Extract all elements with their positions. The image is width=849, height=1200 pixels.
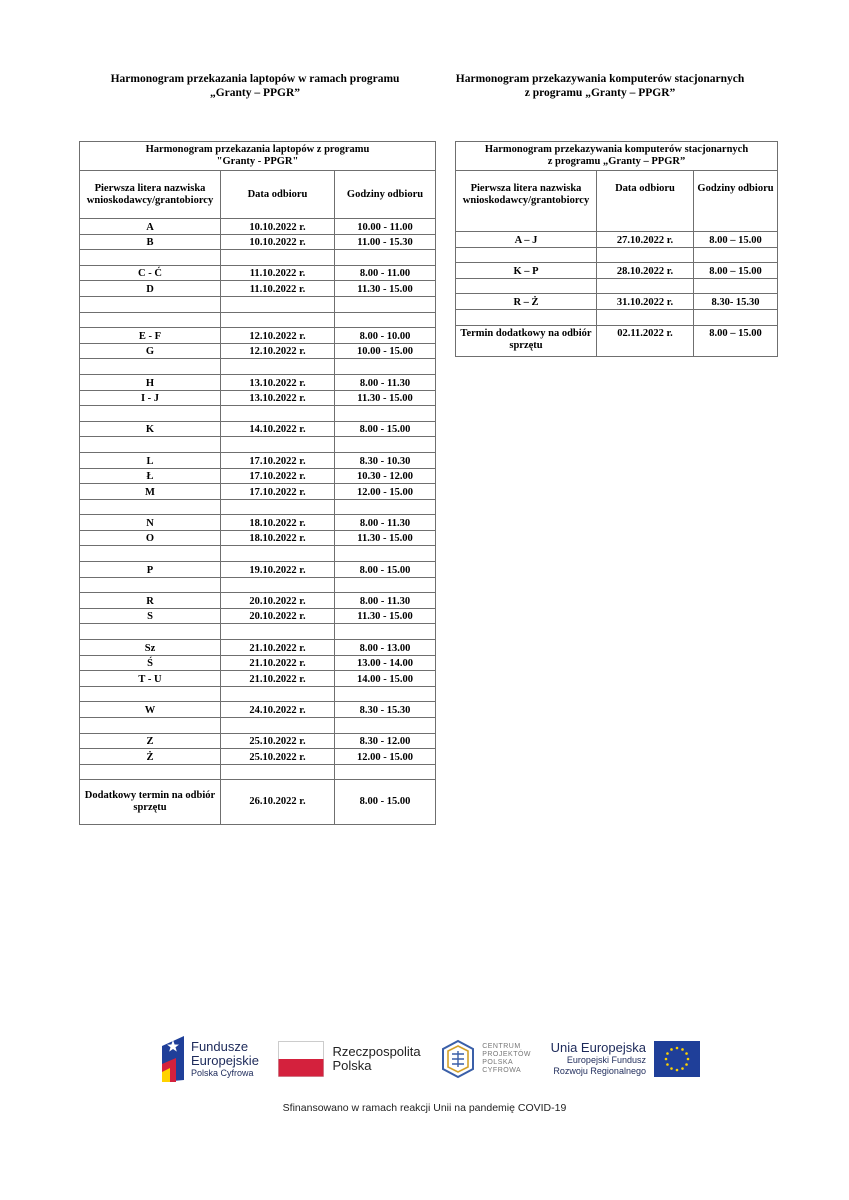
laptops-date-cell: 20.10.2022 r. <box>221 608 335 624</box>
laptops-date-cell <box>221 686 335 702</box>
laptops-hours-cell: 10.30 - 12.00 <box>335 468 436 484</box>
laptops-letter-cell <box>80 312 221 328</box>
laptops-date-cell: 21.10.2022 r. <box>221 640 335 656</box>
desktops-caption-line1: Harmonogram przekazywania komputerów stacjonarnych <box>484 144 749 155</box>
laptops-schedule-table <box>79 141 436 825</box>
laptops-table-row <box>80 421 436 437</box>
laptops-hours-cell <box>335 312 436 328</box>
laptops-date-cell: 11.10.2022 r. <box>221 281 335 297</box>
laptops-letter-cell: Ł <box>80 468 221 484</box>
laptops-table-row <box>80 265 436 281</box>
laptops-letter-cell <box>80 718 221 734</box>
laptops-table-row <box>80 296 436 312</box>
laptops-hours-cell <box>335 764 436 780</box>
laptops-date-cell: 25.10.2022 r. <box>221 733 335 749</box>
desktops-hours-cell <box>694 247 778 263</box>
laptops-table-row <box>80 546 436 562</box>
laptops-hours-cell: 8.30 - 10.30 <box>335 452 436 468</box>
laptops-hours-cell: 10.00 - 15.00 <box>335 343 436 359</box>
eu-star-icon <box>666 1063 669 1066</box>
laptops-table-row <box>80 452 436 468</box>
laptops-heading-line2: „Granty – PPGR” <box>209 87 301 99</box>
laptops-date-cell <box>221 764 335 780</box>
laptops-table-row <box>80 468 436 484</box>
laptops-hours-cell: 8.00 - 11.30 <box>335 593 436 609</box>
laptops-table-row <box>80 624 436 640</box>
fe-logo-line3: Polska Cyfrowa <box>191 1067 254 1078</box>
eu-star-icon <box>685 1052 688 1055</box>
laptops-date-cell <box>221 437 335 453</box>
laptops-date-cell <box>221 250 335 266</box>
laptops-hours-cell <box>335 437 436 453</box>
desktops-table-row <box>456 278 778 294</box>
laptops-date-cell <box>221 577 335 593</box>
desktops-extra-term-label: Termin dodatkowy na odbiór sprzętu <box>456 325 597 356</box>
laptops-caption-line1: Harmonogram przekazania laptopów z programu <box>145 144 370 155</box>
laptops-date-cell <box>221 499 335 515</box>
laptops-hours-cell: 8.00 - 15.00 <box>335 421 436 437</box>
laptops-letter-cell <box>80 624 221 640</box>
laptops-hours-cell: 11.30 - 15.00 <box>335 530 436 546</box>
laptops-table-row <box>80 281 436 297</box>
desktops-hours-cell <box>694 309 778 325</box>
laptops-letter-cell <box>80 577 221 593</box>
laptops-table-row <box>80 655 436 671</box>
eu-flag-icon <box>654 1041 700 1077</box>
laptops-date-cell: 10.10.2022 r. <box>221 219 335 235</box>
laptops-letter-cell <box>80 406 221 422</box>
laptops-letter-cell <box>80 764 221 780</box>
laptops-date-cell: 13.10.2022 r. <box>221 390 335 406</box>
laptops-date-cell: 24.10.2022 r. <box>221 702 335 718</box>
ue-logo-line3: Rozwoju Regionalnego <box>553 1066 646 1076</box>
eu-star-icon <box>681 1067 684 1070</box>
laptops-hours-cell: 8.00 - 10.00 <box>335 328 436 344</box>
laptops-table-row <box>80 499 436 515</box>
desktops-table-row <box>456 294 778 310</box>
laptops-table-row <box>80 484 436 500</box>
eu-star-icon <box>666 1052 669 1055</box>
laptops-letter-cell: W <box>80 702 221 718</box>
laptops-extra-term-row <box>80 780 436 825</box>
laptops-letter-cell: N <box>80 515 221 531</box>
cpp-logo-line1: CENTRUM <box>482 1043 521 1050</box>
laptops-letter-cell: P <box>80 562 221 578</box>
laptops-date-cell: 17.10.2022 r. <box>221 484 335 500</box>
laptops-hours-cell <box>335 296 436 312</box>
laptops-table-row <box>80 608 436 624</box>
fundusze-europejskie-logo <box>160 1034 259 1084</box>
laptops-hours-cell <box>335 686 436 702</box>
desktops-table-body <box>456 232 778 357</box>
cpp-logo-line3: POLSKA <box>482 1059 514 1066</box>
laptops-hours-cell <box>335 624 436 640</box>
laptops-hours-cell: 11.30 - 15.00 <box>335 281 436 297</box>
desktops-letter-cell <box>456 309 597 325</box>
laptops-hours-cell: 12.00 - 15.00 <box>335 484 436 500</box>
laptops-date-cell: 17.10.2022 r. <box>221 452 335 468</box>
laptops-table-row <box>80 640 436 656</box>
desktops-header-date: Data odbioru <box>597 171 694 232</box>
centrum-projektow-logo <box>440 1039 531 1079</box>
desktops-table-row <box>456 247 778 263</box>
ue-logo-line1: Unia Europejska <box>550 1040 646 1055</box>
laptops-table-row <box>80 718 436 734</box>
desktops-table-row <box>456 232 778 248</box>
funding-logos-bar <box>160 1030 700 1088</box>
laptops-letter-cell <box>80 686 221 702</box>
desktops-caption-line2: z programu „Granty – PPGR” <box>547 156 686 167</box>
laptops-table-row <box>80 312 436 328</box>
laptops-hours-cell: 8.00 - 15.00 <box>335 562 436 578</box>
desktops-date-cell <box>597 278 694 294</box>
desktops-letter-cell <box>456 278 597 294</box>
laptops-date-cell: 20.10.2022 r. <box>221 593 335 609</box>
laptops-date-cell: 18.10.2022 r. <box>221 530 335 546</box>
eu-star-icon <box>676 1069 679 1072</box>
laptops-table-caption <box>79 141 436 170</box>
desktops-letter-cell <box>456 247 597 263</box>
laptops-hours-cell: 11.30 - 15.00 <box>335 390 436 406</box>
desktops-header-hours: Godziny odbioru <box>694 171 778 232</box>
desktops-table-row <box>456 263 778 279</box>
laptops-date-cell <box>221 624 335 640</box>
laptops-table-row <box>80 343 436 359</box>
laptops-date-cell: 12.10.2022 r. <box>221 328 335 344</box>
laptops-table-row <box>80 359 436 375</box>
laptops-letter-cell <box>80 546 221 562</box>
laptops-date-cell <box>221 296 335 312</box>
cpp-logo-line2: PROJEKTÓW <box>482 1051 532 1058</box>
desktops-date-cell: 27.10.2022 r. <box>597 232 694 248</box>
laptops-table-row <box>80 406 436 422</box>
desktops-date-cell <box>597 309 694 325</box>
laptops-hours-cell: 11.30 - 15.00 <box>335 608 436 624</box>
laptops-table-row <box>80 250 436 266</box>
rp-logo-line1: Rzeczpospolita <box>332 1044 421 1059</box>
desktops-schedule-table <box>455 141 778 357</box>
laptops-letter-cell: C - Ć <box>80 265 221 281</box>
fe-logo-line2: Europejskie <box>191 1052 259 1068</box>
laptops-hours-cell: 12.00 - 15.00 <box>335 749 436 765</box>
laptops-table-row <box>80 328 436 344</box>
laptops-date-cell: 19.10.2022 r. <box>221 562 335 578</box>
laptops-table-row <box>80 219 436 235</box>
laptops-heading-line1: Harmonogram przekazania laptopów w ramach programu <box>110 73 400 85</box>
laptops-letter-cell: T - U <box>80 671 221 687</box>
laptops-table-row <box>80 515 436 531</box>
laptops-table-row <box>80 530 436 546</box>
desktops-heading-line1: Harmonogram przekazywania komputerów stacjonarnych <box>455 73 745 85</box>
laptops-table-row <box>80 702 436 718</box>
desktops-date-cell: 28.10.2022 r. <box>597 263 694 279</box>
laptops-table-row <box>80 390 436 406</box>
polish-flag-icon <box>278 1041 324 1077</box>
desktops-table-row <box>456 309 778 325</box>
laptops-letter-cell: H <box>80 374 221 390</box>
laptops-extra-term-date: 26.10.2022 r. <box>221 780 335 825</box>
laptops-table-row <box>80 374 436 390</box>
laptops-letter-cell: Ż <box>80 749 221 765</box>
laptops-hours-cell: 8.00 - 13.00 <box>335 640 436 656</box>
desktops-table-caption <box>455 141 778 170</box>
laptops-table-row <box>80 234 436 250</box>
laptops-table-body <box>80 219 436 825</box>
rp-logo-line2: Polska <box>332 1058 372 1073</box>
laptops-table-row <box>80 562 436 578</box>
laptops-letter-cell: D <box>80 281 221 297</box>
laptops-hours-cell <box>335 250 436 266</box>
desktops-letter-cell: A – J <box>456 232 597 248</box>
laptops-table-row <box>80 437 436 453</box>
laptops-letter-cell <box>80 437 221 453</box>
desktops-date-cell: 31.10.2022 r. <box>597 294 694 310</box>
laptops-letter-cell: Z <box>80 733 221 749</box>
rzeczpospolita-polska-logo <box>278 1041 420 1077</box>
laptops-hours-cell: 8.00 - 11.00 <box>335 265 436 281</box>
laptops-hours-cell <box>335 499 436 515</box>
desktops-hours-cell: 8.00 – 15.00 <box>694 263 778 279</box>
laptops-letter-cell <box>80 296 221 312</box>
laptops-table-row <box>80 671 436 687</box>
laptops-letter-cell: O <box>80 530 221 546</box>
laptops-table-row <box>80 764 436 780</box>
laptops-date-cell: 12.10.2022 r. <box>221 343 335 359</box>
funding-footnote: Sfinansowano w ramach reakcji Unii na pandemię COVID-19 <box>282 1102 567 1114</box>
desktops-header-row <box>456 171 778 232</box>
laptops-letter-cell: B <box>80 234 221 250</box>
laptops-letter-cell: M <box>80 484 221 500</box>
desktops-date-cell <box>597 247 694 263</box>
desktops-header-letter: Pierwsza litera nazwiska wnioskodawcy/grantobiorcy <box>456 171 597 232</box>
laptops-date-cell: 14.10.2022 r. <box>221 421 335 437</box>
fundusze-europejskie-emblem-icon <box>160 1034 186 1084</box>
laptops-hours-cell: 8.30 - 12.00 <box>335 733 436 749</box>
laptops-letter-cell: R <box>80 593 221 609</box>
laptops-table-row <box>80 577 436 593</box>
laptops-letter-cell: I - J <box>80 390 221 406</box>
eu-star-icon <box>665 1058 668 1061</box>
desktops-hours-cell <box>694 278 778 294</box>
laptops-letter-cell: Sz <box>80 640 221 656</box>
eu-star-icon <box>670 1048 673 1051</box>
laptops-date-cell: 10.10.2022 r. <box>221 234 335 250</box>
cpp-logo-line4: CYFROWA <box>482 1067 522 1074</box>
laptops-letter-cell: Ś <box>80 655 221 671</box>
laptops-header-row <box>80 171 436 219</box>
laptops-table-row <box>80 733 436 749</box>
laptops-date-cell: 25.10.2022 r. <box>221 749 335 765</box>
laptops-letter-cell: K <box>80 421 221 437</box>
laptops-header-date: Data odbioru <box>221 171 335 219</box>
desktops-extra-term-row <box>456 325 778 356</box>
eu-star-icon <box>687 1058 690 1061</box>
laptops-hours-cell: 8.00 - 11.30 <box>335 374 436 390</box>
laptops-date-cell: 18.10.2022 r. <box>221 515 335 531</box>
laptops-table-row <box>80 593 436 609</box>
laptops-hours-cell <box>335 546 436 562</box>
desktops-hours-cell: 8.30- 15.30 <box>694 294 778 310</box>
desktops-letter-cell: R – Ż <box>456 294 597 310</box>
laptops-hours-cell <box>335 406 436 422</box>
laptops-hours-cell: 11.00 - 15.30 <box>335 234 436 250</box>
desktops-heading-line2: z programu „Granty – PPGR” <box>524 87 676 99</box>
eu-star-icon <box>681 1048 684 1051</box>
laptops-date-cell: 21.10.2022 r. <box>221 671 335 687</box>
unia-europejska-logo <box>551 1041 700 1077</box>
desktops-letter-cell: K – P <box>456 263 597 279</box>
eu-star-icon <box>670 1067 673 1070</box>
laptops-hours-cell <box>335 359 436 375</box>
laptops-letter-cell: G <box>80 343 221 359</box>
desktops-heading <box>430 72 770 100</box>
laptops-letter-cell <box>80 250 221 266</box>
cpp-maze-emblem-icon <box>440 1039 476 1079</box>
laptops-hours-cell <box>335 718 436 734</box>
ue-logo-line2: Europejski Fundusz <box>566 1055 646 1065</box>
laptops-hours-cell <box>335 577 436 593</box>
laptops-letter-cell: A <box>80 219 221 235</box>
laptops-header-hours: Godziny odbioru <box>335 171 436 219</box>
laptops-date-cell: 11.10.2022 r. <box>221 265 335 281</box>
laptops-date-cell: 21.10.2022 r. <box>221 655 335 671</box>
laptops-letter-cell <box>80 359 221 375</box>
laptops-date-cell <box>221 546 335 562</box>
laptops-extra-term-label: Dodatkowy termin na odbiór sprzętu <box>80 780 221 825</box>
desktops-extra-term-date: 02.11.2022 r. <box>597 325 694 356</box>
laptops-hours-cell: 14.00 - 15.00 <box>335 671 436 687</box>
laptops-caption-line2: "Granty - PPGR" <box>216 156 299 167</box>
laptops-hours-cell: 10.00 - 11.00 <box>335 219 436 235</box>
laptops-table-row <box>80 749 436 765</box>
laptops-hours-cell: 13.00 - 14.00 <box>335 655 436 671</box>
laptops-letter-cell: E - F <box>80 328 221 344</box>
desktops-extra-term-hours: 8.00 – 15.00 <box>694 325 778 356</box>
laptops-header-letter: Pierwsza litera nazwiska wnioskodawcy/grantobiorcy <box>80 171 221 219</box>
laptops-date-cell <box>221 312 335 328</box>
laptops-date-cell <box>221 406 335 422</box>
fe-logo-line1: Fundusze <box>191 1038 249 1054</box>
eu-star-icon <box>685 1063 688 1066</box>
laptops-hours-cell: 8.00 - 11.30 <box>335 515 436 531</box>
laptops-table-row <box>80 686 436 702</box>
laptops-letter-cell <box>80 499 221 515</box>
laptops-date-cell <box>221 718 335 734</box>
laptops-date-cell <box>221 359 335 375</box>
laptops-hours-cell: 8.30 - 15.30 <box>335 702 436 718</box>
laptops-letter-cell: S <box>80 608 221 624</box>
laptops-date-cell: 13.10.2022 r. <box>221 374 335 390</box>
eu-star-icon <box>676 1047 679 1050</box>
desktops-hours-cell: 8.00 – 15.00 <box>694 232 778 248</box>
laptops-letter-cell: L <box>80 452 221 468</box>
laptops-extra-term-hours: 8.00 - 15.00 <box>335 780 436 825</box>
laptops-heading <box>70 72 440 100</box>
laptops-date-cell: 17.10.2022 r. <box>221 468 335 484</box>
